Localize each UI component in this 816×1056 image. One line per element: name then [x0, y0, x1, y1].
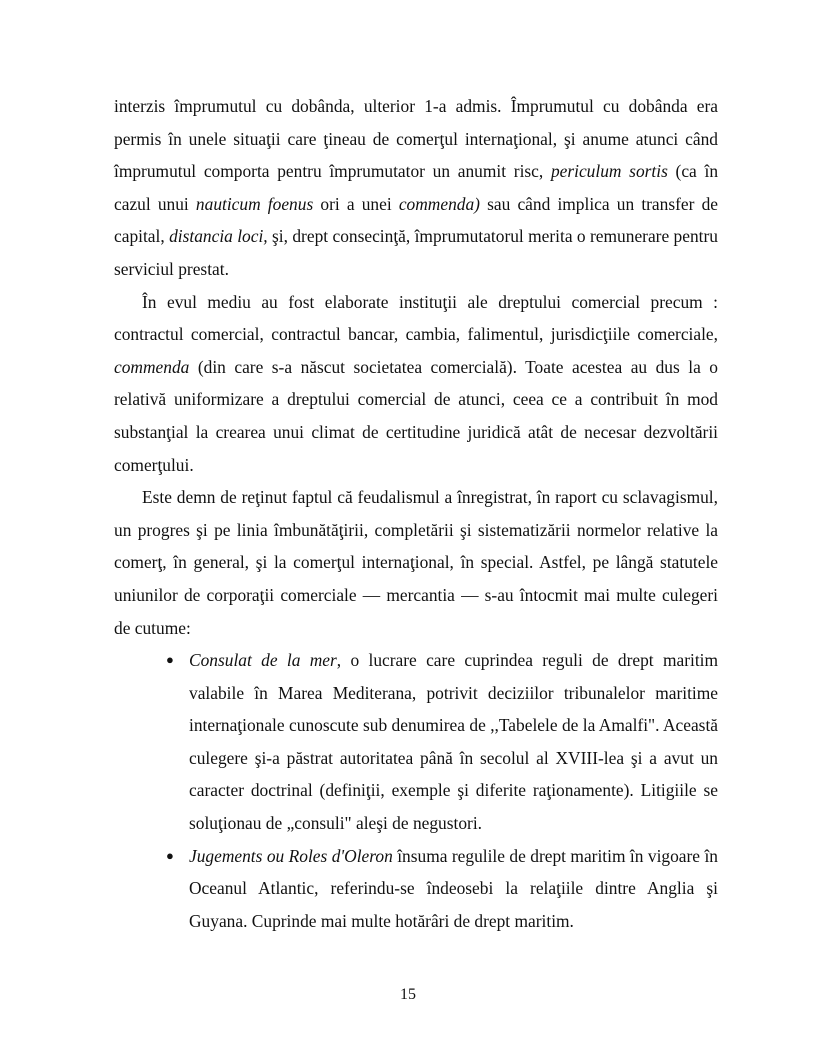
text-run: şi, drept consecinţă, împrumutatorul merita o remunerare pentru serviciul prestat. — [114, 226, 718, 279]
list-item-text: , o lucrare care cuprindea reguli de drept maritim valabile în Marea Mediterana, potrivit deciziilor tribunalelor maritime internaţionale cunoscute sub denumirea de ,,Tabelele de la Amalfi". Această culegere şi-a păstrat autoritatea până în secolul al XVIII-lea şi a avut un caracter doctrinal (definiţii, exemple şi diferite raţionamente). Litigiile se soluţionau de „consuli" aleşi de negustori. — [189, 650, 719, 834]
text-run: (ca în cazul unui — [114, 161, 719, 214]
text-run: interzis împrumutul cu dobânda, ulterior 1-a admis. Împrumutul cu dobânda era permis în unele situaţii care ţineau de comerţul internaţional, şi anume atunci când împrumutul comporta pentru împrumutator un anumit risc, — [114, 96, 718, 182]
text-run: În evul mediu au fost elaborate instituţii ale dreptului comercial precum : contractul comercial, contractul bancar, cambia, falimentul, jurisdicţiile comerciale, — [114, 291, 718, 345]
list-item-text: însuma regulile de drept maritim în vigoare în Oceanul Atlantic, referindu-se îndeosebi la relaţiile dintre Anglia şi Guyana. Cuprinde mai multe hotărâri de drept maritim. — [189, 845, 718, 931]
page-number: 15 — [400, 986, 416, 1003]
list-item-jugements-oleron — [166, 840, 718, 938]
paragraph-loan-interest — [114, 90, 718, 286]
italic-term-periculum-sortis: periculum sortis — [550, 161, 668, 182]
italic-term-nauticum-foenus: nauticum foenus — [195, 193, 314, 214]
text-run: sau când implica un transfer de capital, — [114, 193, 718, 247]
italic-term-commenda: commenda) — [398, 193, 480, 214]
customs-collections-list — [114, 644, 718, 937]
text-run: (din care s-a născut societatea comercială). Toate acestea au dus la o relativă uniformizare a dreptului comercial de atunci, ceea ce a contribuit în mod substanţial la crearea unui climat de certitudine juridică atât de necesar dezvoltării comerţului. — [114, 356, 718, 475]
paragraph-medieval-institutions — [114, 286, 718, 482]
italic-term-distancia-loci: distancia loci, — [169, 226, 268, 247]
bullet-icon: ● — [166, 847, 174, 863]
italic-term-commenda: commenda — [114, 356, 190, 377]
paragraph-feudalism-progress — [114, 481, 718, 644]
text-run: Este demn de reţinut faptul că feudalismul a înregistrat, în raport cu sclavagismul, un progres şi pe linia îmbunătăţirii, completării şi sistematizării normelor relative la comerţ, în general, şi la comerţul internaţional, în special. Astfel, pe lângă statutele uniunilor de corporaţii comerciale — mercantia — s-au întocmit mai multe culegeri de cutume: — [114, 487, 718, 638]
list-item-title: Consulat de la mer — [189, 650, 337, 671]
page-body — [114, 90, 718, 937]
list-item-consulat-de-la-mer — [166, 644, 719, 840]
list-item-title: Jugements ou Roles d'Oleron — [189, 845, 393, 866]
bullet-icon: ● — [166, 652, 174, 668]
text-run: ori a unei — [313, 193, 399, 214]
